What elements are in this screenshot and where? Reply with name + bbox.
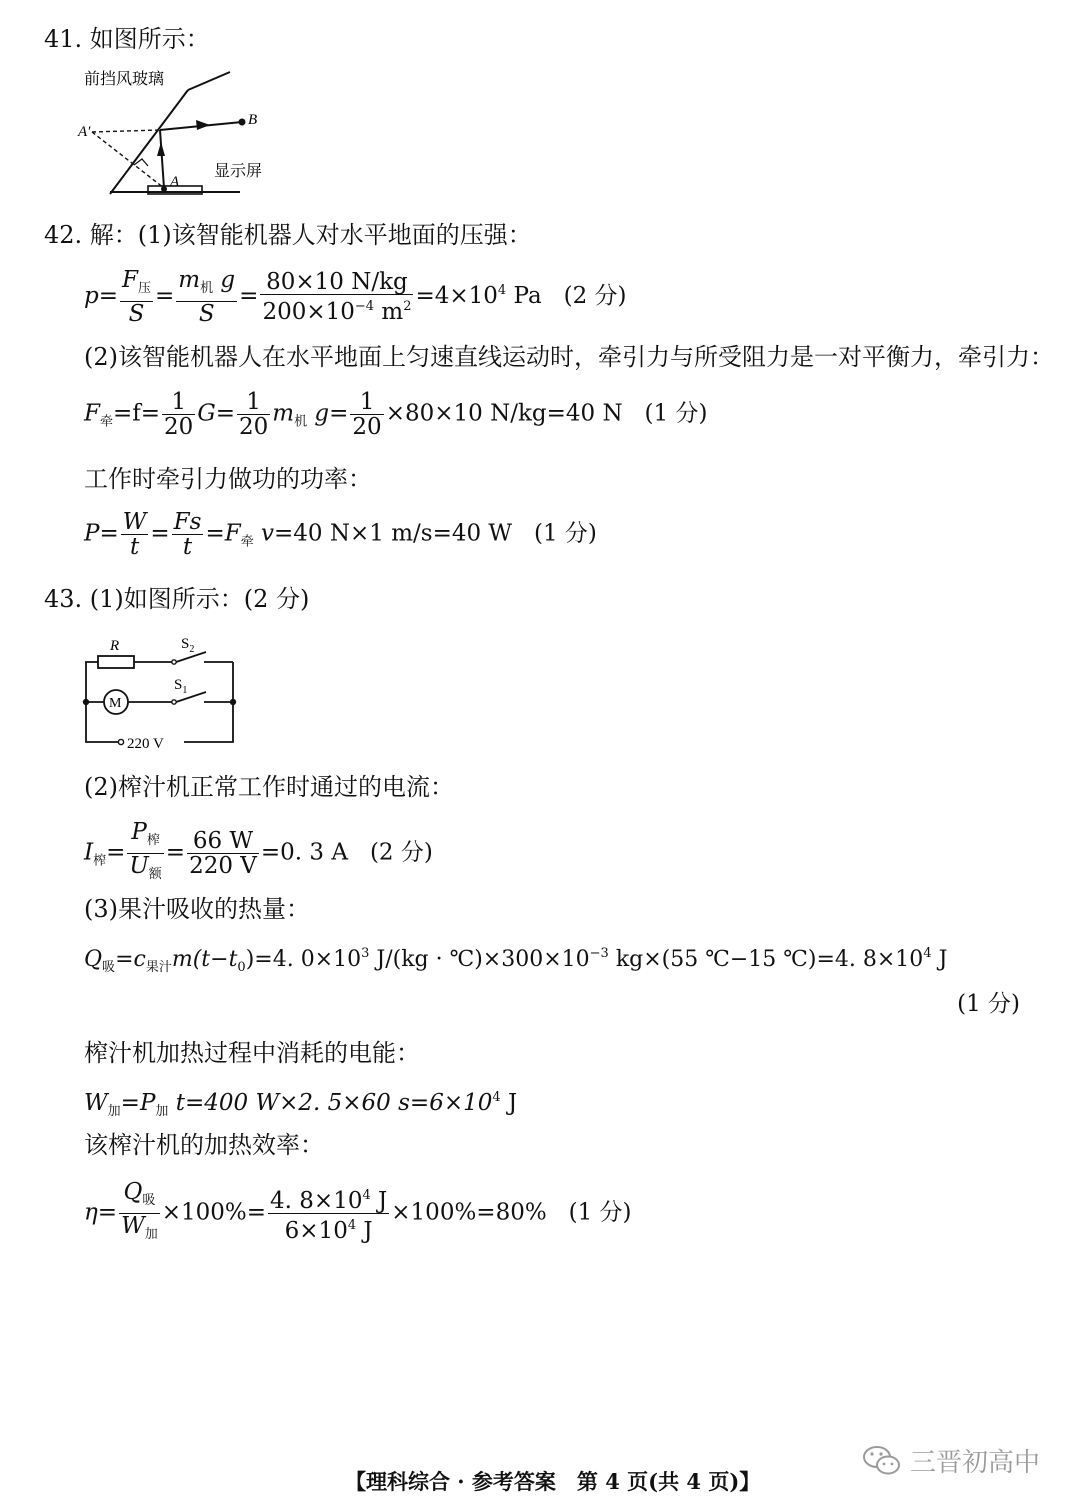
page-footer: 【理科综合 · 参考答案 第 4 页(共 4 页)】 xyxy=(345,1469,761,1494)
screen-label: 显示屏 xyxy=(214,163,263,180)
q41-heading: 41. 如图所示： xyxy=(44,25,210,53)
score-badge: (1 分) xyxy=(534,520,597,547)
score-badge: (1 分) xyxy=(568,1199,632,1226)
q43-current-equation: $I_榨=$ $\frac{P_榨}{U_额}$ = $\frac{66 W}{220 V}$ =0. 3 A (2 分) xyxy=(84,819,433,882)
watermark-text: 三晋初高中 xyxy=(910,1448,1041,1478)
switch-s2-label: $S_2$ xyxy=(181,636,195,655)
q42-heading: 42. 解：(1)该智能机器人对水平地面的压强： xyxy=(44,221,532,249)
q43-heading: 43. (1)如图所示：(2 分) xyxy=(44,585,310,613)
q42-power-label: 工作时牵引力做功的功率： xyxy=(84,465,372,493)
motor-label: M xyxy=(109,696,122,711)
score-badge: (1 分) xyxy=(957,991,1020,1017)
point-b-label: B xyxy=(248,112,258,128)
q43-heat-equation: $Q_吸=c_{果汁}m(t-t_0)=4$. $0\times 10^3$ $J/(kg \cdot ℃)\times 300\times 10^{-3}$ kg×(55 ℃−15 ℃)=4. $8\times 10^4$ J xyxy=(84,946,948,975)
q43-energy-equation: $W_加=P_加$ t=400 W×2. 5×60 $s=6\times 10^4$ J xyxy=(84,1090,518,1119)
switch-s1-label: $S_1$ xyxy=(174,677,188,696)
watermark xyxy=(862,1442,1040,1479)
q42-pressure-equation: p= $\frac{F_压}{S}$ = $\frac{m_机 g}{S}$ = $\frac{80\times 10 N/kg}{200\times 10^{-4} m^2}$ $=4\times 10^4$ Pa (2 分) xyxy=(84,267,627,327)
q43-eff-label: 该榨汁机的加热效率： xyxy=(84,1131,324,1159)
q43-efficiency-equation: η= $\frac{Q_吸}{W_加}$ ×100%= $\frac{4. 8\times 10^4 J}{6\times 10^4 J}$ ×100%=80% (1 分) xyxy=(84,1179,632,1244)
score-badge: (2 分) xyxy=(369,839,433,866)
q43-part3: (3)果汁吸收的热量： xyxy=(84,895,310,923)
q42-part2: (2)该智能机器人在水平地面上匀速直线运动时，牵引力与所受阻力是一对平衡力，牵引力： xyxy=(84,343,1054,371)
voltage-label: 220 V xyxy=(127,736,164,750)
score-badge: (2 分) xyxy=(563,283,627,309)
q42-power-equation: P= $\frac{W}{t}$ = $\frac{Fs}{t}$ $=F_牵$ v=40 N×1 m/s=40 W (1 分) xyxy=(84,509,597,560)
resistor-label: R xyxy=(110,638,120,654)
q43-circuit-diagram xyxy=(78,632,248,750)
windshield-label: 前挡风玻璃 xyxy=(84,71,165,88)
score-badge: (1 分) xyxy=(644,400,708,427)
point-a-image-label: A′ xyxy=(78,124,91,140)
q43-energy-label: 榨汁机加热过程中消耗的电能： xyxy=(84,1039,420,1067)
q42-force-equation: $F_牵=f=$ $\frac{1}{20}$ G= $\frac{1}{20}$ $m_机$ g= $\frac{1}{20}$ ×80×10 N/kg=40 N (1 分) xyxy=(84,389,708,440)
q43-part2: (2)榨汁机正常工作时通过的电流： xyxy=(84,773,454,801)
point-a-label: A xyxy=(170,174,180,190)
wechat-icon xyxy=(862,1444,902,1478)
q41-optics-diagram xyxy=(70,62,290,202)
